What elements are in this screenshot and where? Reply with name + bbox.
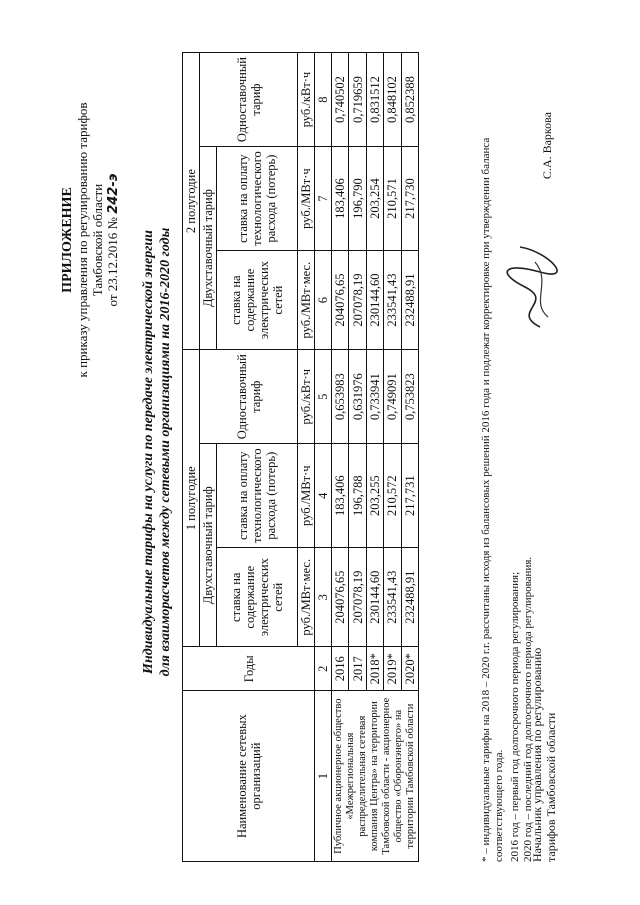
org-name: Публичное акционерное общество «Межрегиональная распределительная сетевая компания Центра» на территории Тамбовской области - акционерное общество «Оборонэнерго» на территории Тамбовской области [332,691,419,862]
order-date: от 23.12.2016 № [105,217,120,307]
unit-one-part-2: руб./кВт·ч [298,53,315,147]
cell: 230144,60 [366,251,383,350]
cell: 0,631976 [349,350,366,444]
document-title [140,82,174,822]
title-line1: Индивидуальные тарифы на услуги по передаче электрической энергии [141,230,156,674]
unit-one-part-1: руб./кВт·ч [298,350,315,444]
cell: 0,753823 [401,350,418,444]
title-line2: для взаиморасчетов между сетевыми организациями на 2016-2020 годы [158,227,173,677]
header-two-part-1: Двухставочный тариф [200,444,217,647]
note-last-year: 2020 год – последний год долгосрочного периода регулирования. [522,556,534,862]
order-number-handwritten: 242-э [106,173,121,214]
signer-position-line1: Начальник управления по регулированию [530,647,544,862]
cell: 207078,19 [349,251,366,350]
unit-maint-1: руб./МВт·мес. [298,548,315,647]
footnote: * – индивидуальные тарифы на 2018 – 2020 г.г. рассчитаны исходя из балансовых решений 2016 года и подлежат корректировке при утверждении баланса соответствующего года. [480,137,505,862]
cell-year: 2016 [332,647,349,691]
cell: 0,852388 [401,53,418,147]
cell: 196,788 [349,444,366,548]
cell: 203,254 [366,147,383,251]
cell: 183,406 [332,147,349,251]
colnum: 6 [315,251,332,350]
cell: 210,572 [384,444,401,548]
header-one-part-1: Одноставочный тариф [200,350,298,444]
order-ref-line3 [105,50,121,430]
rotated-document-content [60,42,580,862]
cell: 0,848102 [384,53,401,147]
appendix-label: ПРИЛОЖЕНИЕ [60,187,75,293]
cell: 217,730 [401,147,418,251]
unit-maint-2: руб./МВт·мес. [298,251,315,350]
cell-year: 2018* [366,647,383,691]
cell: 232488,91 [401,251,418,350]
cell: 0,740502 [332,53,349,147]
header-half1: 1 полугодие [183,350,200,647]
cell: 233541,43 [384,548,401,647]
signer-position-line2: тарифов Тамбовской области [544,712,558,862]
column-number-row [315,53,332,862]
cell: 207078,19 [349,548,366,647]
cell: 210,571 [384,147,401,251]
header-losses-1: ставка на оплату технологического расхода (потерь) [217,444,298,548]
colnum: 2 [315,647,332,691]
colnum: 7 [315,147,332,251]
header-maint-2: ставка на содержание электрических сетей [217,251,298,350]
order-ref-line2: Тамбовской области [90,183,105,297]
header-years: Годы [183,647,315,691]
appendix-header [60,50,121,430]
cell-year: 2020* [401,647,418,691]
cell: 196,790 [349,147,366,251]
cell: 0,749091 [384,350,401,444]
cell: 232488,91 [401,548,418,647]
cell: 183,406 [332,444,349,548]
cell: 0,719659 [349,53,366,147]
cell: 0,831512 [366,53,383,147]
cell: 203,255 [366,444,383,548]
colnum: 1 [315,691,332,862]
header-one-part-2: Одноставочный тариф [200,53,298,147]
colnum: 3 [315,548,332,647]
signer-name: С.А. Варкова [540,112,554,180]
header-two-part-2: Двухставочный тариф [200,147,217,350]
unit-losses-1: руб./МВт·ч [298,444,315,548]
cell-year: 2019* [384,647,401,691]
table-row [332,53,349,862]
colnum: 8 [315,53,332,147]
tariff-table [182,52,419,862]
cell: 204076,65 [332,251,349,350]
order-ref-line1: к приказу управления по регулированию тарифов [75,102,90,378]
cell: 204076,65 [332,548,349,647]
cell: 0,733941 [366,350,383,444]
header-maint-1: ставка на содержание электрических сетей [217,548,298,647]
header-losses-2: ставка на оплату технологического расхода (потерь) [217,147,298,251]
colnum: 4 [315,444,332,548]
header-org: Наименование сетевых организаций [183,691,315,862]
cell: 230144,60 [366,548,383,647]
cell: 217,731 [401,444,418,548]
colnum: 5 [315,350,332,444]
unit-losses-2: руб./МВт·ч [298,147,315,251]
cell: 0,653983 [332,350,349,444]
signature-block [530,52,558,862]
note-first-year: 2016 год – первый год долгосрочного периода регулирования; [509,571,521,862]
cell-year: 2017 [349,647,366,691]
cell: 233541,43 [384,251,401,350]
header-half2: 2 полугодие [183,53,200,350]
